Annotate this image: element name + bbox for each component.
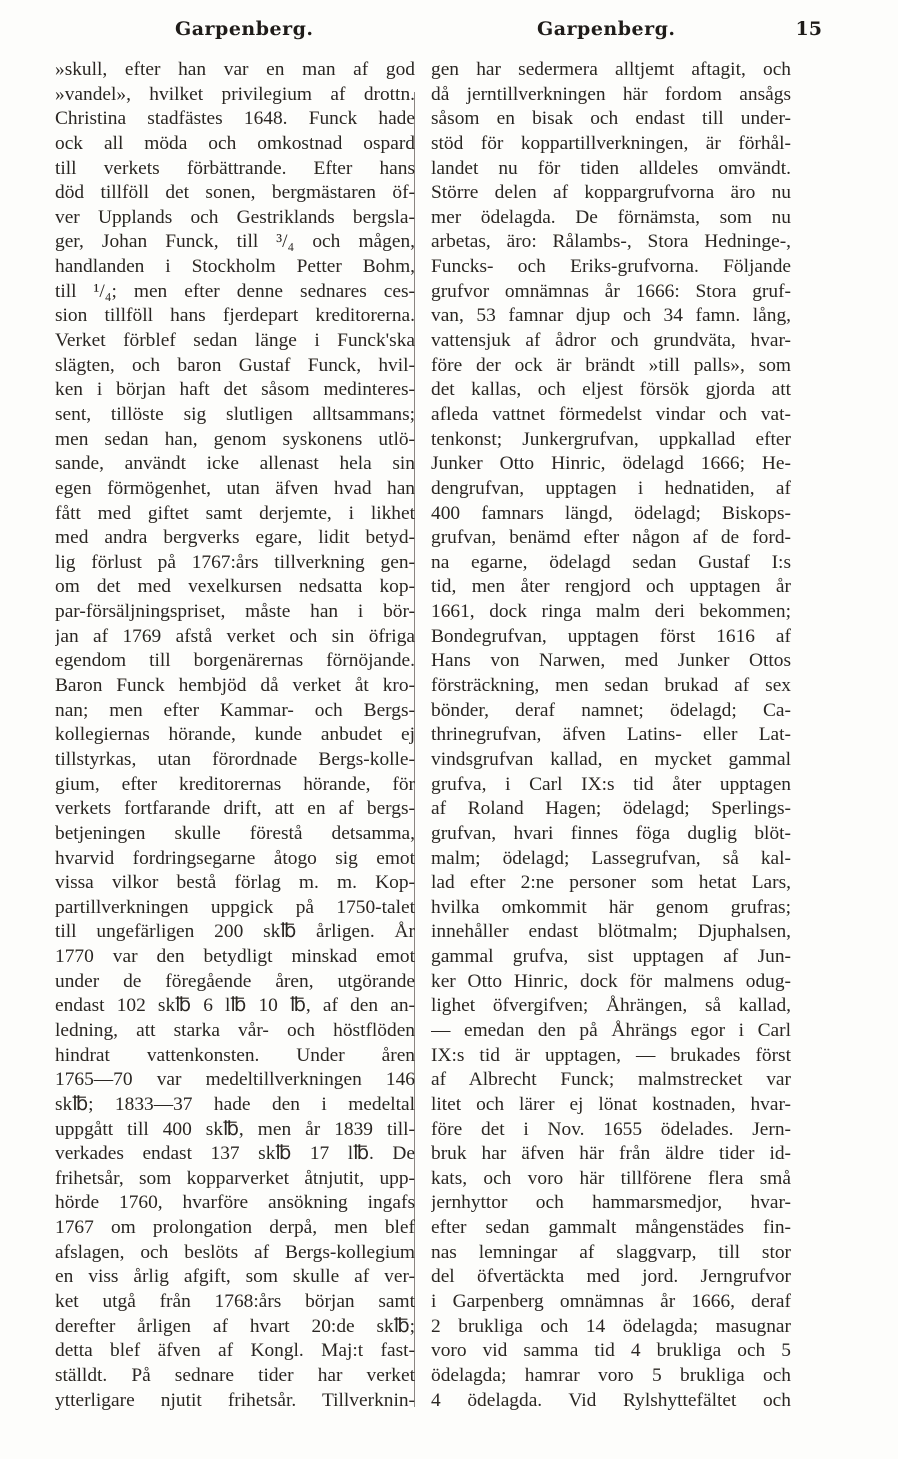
- text-line: efter sedan gammalt mångenstädes fin-: [431, 1217, 791, 1239]
- text-line: — emedan den på Åhrängs egor i Carl: [431, 1019, 791, 1041]
- text-line: detta blef äfven af Kongl. Maj:t fast-: [55, 1340, 415, 1362]
- text-line: lighet öfvergifven; Åhrängen, så kallad,: [431, 995, 791, 1017]
- text-line: död tillföll det sonen, bergmästaren öf-: [55, 182, 415, 204]
- text-line: hörde 1760, hvarföre ansökning ingafs: [55, 1192, 415, 1214]
- text-line: arbetas, äro: Rålambs-, Stora Hedninge-,: [431, 231, 791, 253]
- text-line: afslagen, och beslöts af Bergs-kollegium: [55, 1241, 415, 1263]
- text-line: vissa vilkor bestå förlag m. m. Kop-: [55, 872, 415, 894]
- text-line: innehåller endast blötmalm; Djuphalsen,: [431, 921, 791, 943]
- text-line: sk℔; 1833—37 hade den i medeltal: [55, 1093, 415, 1115]
- running-head-left: Garpenberg.: [175, 18, 314, 40]
- text-line: vindsgrufvan kallad, en mycket gammal: [431, 748, 791, 770]
- page-number: 15: [795, 18, 822, 40]
- text-line: jan af 1769 afstå verket och sin öfriga: [55, 625, 415, 647]
- text-line: sande, användt icke allenast hela sin: [55, 453, 415, 475]
- text-line: 400 famnars längd, ödelagd; Biskops-: [431, 502, 791, 524]
- text-line: af Albrecht Funck; malmstrecket var: [431, 1069, 791, 1091]
- text-line: voro vid samma tid 4 brukliga och 5: [431, 1340, 791, 1362]
- text-line: ock all möda och omkostnad ospard: [55, 132, 415, 154]
- text-line: 4 ödelagda. Vid Rylshyttefältet och: [431, 1389, 791, 1411]
- text-line: 1765—70 var medeltillverkningen 146: [55, 1069, 415, 1091]
- text-line: »skull, efter han var en man af god: [55, 59, 415, 80]
- text-line: gium, efter kreditorernas hörande, för: [55, 773, 415, 795]
- text-line: sion tillföll hans fjerdepart kreditorerna.: [55, 305, 415, 327]
- text-line: Funcks- och Eriks-grufvorna. Följande: [431, 256, 791, 278]
- text-line: 1767 om prolongation derpå, men blef: [55, 1217, 415, 1239]
- left-column: [55, 58, 415, 1413]
- text-line: endast 102 sk℔ 6 l℔ 10 ℔, af den an-: [55, 995, 415, 1017]
- text-line: om det med vexelkursen nedsatta kop-: [55, 576, 415, 598]
- text-line: ger, Johan Funck, till ³/₄ och mågen,: [55, 231, 415, 253]
- text-line: en viss årlig afgift, som skulle af ver-: [55, 1266, 415, 1288]
- text-line: partillverkningen uppgick på 1750-talet: [55, 896, 415, 918]
- text-line: före der ock är brändt »till palls», som: [431, 354, 791, 376]
- text-line: till ¹/₄; men efter denne sednares ces-: [55, 280, 415, 302]
- right-column: [431, 58, 791, 1413]
- text-line: egen förmögenhet, utan äfven hvad han: [55, 477, 415, 499]
- text-line: till verkets förbättrande. Efter hans: [55, 157, 415, 179]
- text-line: 2 brukliga och 14 ödelagda; masugnar: [431, 1315, 791, 1337]
- text-line: Verket förblef sedan länge i Funck'ska: [55, 330, 415, 352]
- text-line: slägten, och baron Gustaf Funck, hvil-: [55, 354, 415, 376]
- text-line: ket utgå från 1768:års början samt: [55, 1291, 415, 1313]
- text-line: ytterligare njutit frihetsår. Tillverknin-: [55, 1389, 415, 1411]
- text-line: ledning, att starka vår- och höstflöden: [55, 1019, 415, 1041]
- text-line: bruk har äfven här från äldre tider id-: [431, 1143, 791, 1165]
- text-line: ställdt. På sednare tider har verket: [55, 1364, 415, 1386]
- text-line: fått med giftet samt derjemte, i likhet: [55, 502, 415, 524]
- text-line: kollegiernas hörande, kunde anbudet ej: [55, 724, 415, 746]
- text-line: af Roland Hagen; ödelagd; Sperlings-: [431, 798, 791, 820]
- text-line: afleda vattnet förmedelst vindar och vat-: [431, 403, 791, 425]
- text-line: grufvan, hvari finnes föga duglig blöt-: [431, 822, 791, 844]
- text-line: hindrat vattenkonsten. Under åren: [55, 1044, 415, 1066]
- text-line: vattensjuk af ådror och grundväta, hvar-: [431, 330, 791, 352]
- text-line: handlanden i Stockholm Petter Bohm,: [55, 256, 415, 278]
- text-line: del öfvertäckta med jord. Jerngrufvor: [431, 1266, 791, 1288]
- text-line: Större delen af koppargrufvorna äro nu: [431, 182, 791, 204]
- text-line: betjeningen skulle förestå detsamma,: [55, 822, 415, 844]
- text-line: uppgått till 400 sk℔, men år 1839 till-: [55, 1118, 415, 1140]
- text-line: då jerntillverkningen här fordom ansågs: [431, 83, 791, 105]
- text-line: landet nu för tiden alldeles omvändt.: [431, 157, 791, 179]
- text-line: thrinegrufvan, äfven Latins- eller Lat-: [431, 724, 791, 746]
- text-line: grufvor omnämnas år 1666: Stora gruf-: [431, 280, 791, 302]
- text-line: bönder, deraf namnet; ödelagd; Ca-: [431, 699, 791, 721]
- text-line: men sedan han, genom syskonens utlö-: [55, 428, 415, 450]
- text-line: kats, och voro här tillförene flera små: [431, 1167, 791, 1189]
- text-line: Hans von Narwen, med Junker Ottos: [431, 650, 791, 672]
- text-line: stöd för koppartillverkningen, är förhål-: [431, 132, 791, 154]
- text-line: nan; men efter Kammar- och Bergs-: [55, 699, 415, 721]
- text-line: Christina stadfästes 1648. Funck hade: [55, 108, 415, 130]
- text-line: sent, tillöste sig slutligen alltsammans;: [55, 403, 415, 425]
- text-line: hvilka omkommit här genom grufras;: [431, 896, 791, 918]
- text-line: hvarvid fordringsegarne åtogo sig emot: [55, 847, 415, 869]
- text-line: lad efter 2:ne personer som hetat Lars,: [431, 872, 791, 894]
- text-line: IX:s tid är upptagen, — brukades först: [431, 1044, 791, 1066]
- text-line: lig förlust på 1767:års tillverkning gen-: [55, 551, 415, 573]
- text-line: grufva, i Carl IX:s tid åter upptagen: [431, 773, 791, 795]
- text-line: 1661, dock ringa malm deri bekommen;: [431, 601, 791, 623]
- text-line: nas lemningar af slaggvarp, till stor: [431, 1241, 791, 1263]
- text-line: ken i början haft det såsom medinteres-: [55, 379, 415, 401]
- text-line: par-försäljningspriset, måste han i bör-: [55, 601, 415, 623]
- text-line: tillstyrkas, utan förordnade Bergs-kolle-: [55, 748, 415, 770]
- text-line: jernhyttor och hammarsmedjor, hvar-: [431, 1192, 791, 1214]
- text-line: Baron Funck hembjöd då verket åt kro-: [55, 675, 415, 697]
- text-line: verkets fortfarande drift, att en af bergs-: [55, 798, 415, 820]
- text-line: dengrufvan, upptagen i hednatiden, af: [431, 477, 791, 499]
- text-line: försträckning, men sedan brukad af sex: [431, 675, 791, 697]
- text-line: före det i Nov. 1655 ödelades. Jern-: [431, 1118, 791, 1140]
- text-line: ker Otto Hinric, dock för malmens odug-: [431, 970, 791, 992]
- text-line: »vandel», hvilket privilegium af drottn.: [55, 83, 415, 105]
- text-line: i Garpenberg omnämnas år 1666, deraf: [431, 1291, 791, 1313]
- text-line: till ungefärligen 200 sk℔ årligen. År: [55, 921, 415, 943]
- text-line: såsom en bisak och endast till under-: [431, 108, 791, 130]
- text-line: verkades endast 137 sk℔ 17 l℔. De: [55, 1143, 415, 1165]
- text-line: gen har sedermera alltjemt aftagit, och: [431, 59, 791, 80]
- text-line: Bondegrufvan, upptagen först 1616 af: [431, 625, 791, 647]
- text-line: med andra bergverks egare, lidit betyd-: [55, 527, 415, 549]
- text-line: na egarne, ödelagd sedan Gustaf I:s: [431, 551, 791, 573]
- text-line: egendom till borgenärernas förnöjande.: [55, 650, 415, 672]
- text-line: grufvan, benämd efter någon af de ford-: [431, 527, 791, 549]
- text-line: ödelagda; hamrar voro 5 brukliga och: [431, 1364, 791, 1386]
- text-line: under de föregående åren, utgörande: [55, 970, 415, 992]
- text-line: Junker Otto Hinric, ödelagd 1666; He-: [431, 453, 791, 475]
- text-line: litet och lärer ej lönat kostnaden, hvar-: [431, 1093, 791, 1115]
- text-line: malm; ödelagd; Lassegrufvan, så kal-: [431, 847, 791, 869]
- text-line: ver Upplands och Gestriklands bergsla-: [55, 206, 415, 228]
- text-line: 1770 var den betydligt minskad emot: [55, 946, 415, 968]
- text-line: tid, men åter rengjord och upptagen år: [431, 576, 791, 598]
- text-line: derefter årligen af hvart 20:de sk℔;: [55, 1315, 415, 1337]
- text-line: mer ödelagda. De förnämsta, som nu: [431, 206, 791, 228]
- text-line: frihetsår, som kopparverket åtnjutit, upp-: [55, 1167, 415, 1189]
- text-line: tenkonst; Junkergrufvan, uppkallad efter: [431, 428, 791, 450]
- text-line: gammal grufva, sist upptagen af Jun-: [431, 946, 791, 968]
- running-head-right: Garpenberg.: [537, 18, 676, 40]
- text-line: van, 53 famnar djup och 34 famn. lång,: [431, 305, 791, 327]
- text-line: det kallas, och eljest försök gjorda att: [431, 379, 791, 401]
